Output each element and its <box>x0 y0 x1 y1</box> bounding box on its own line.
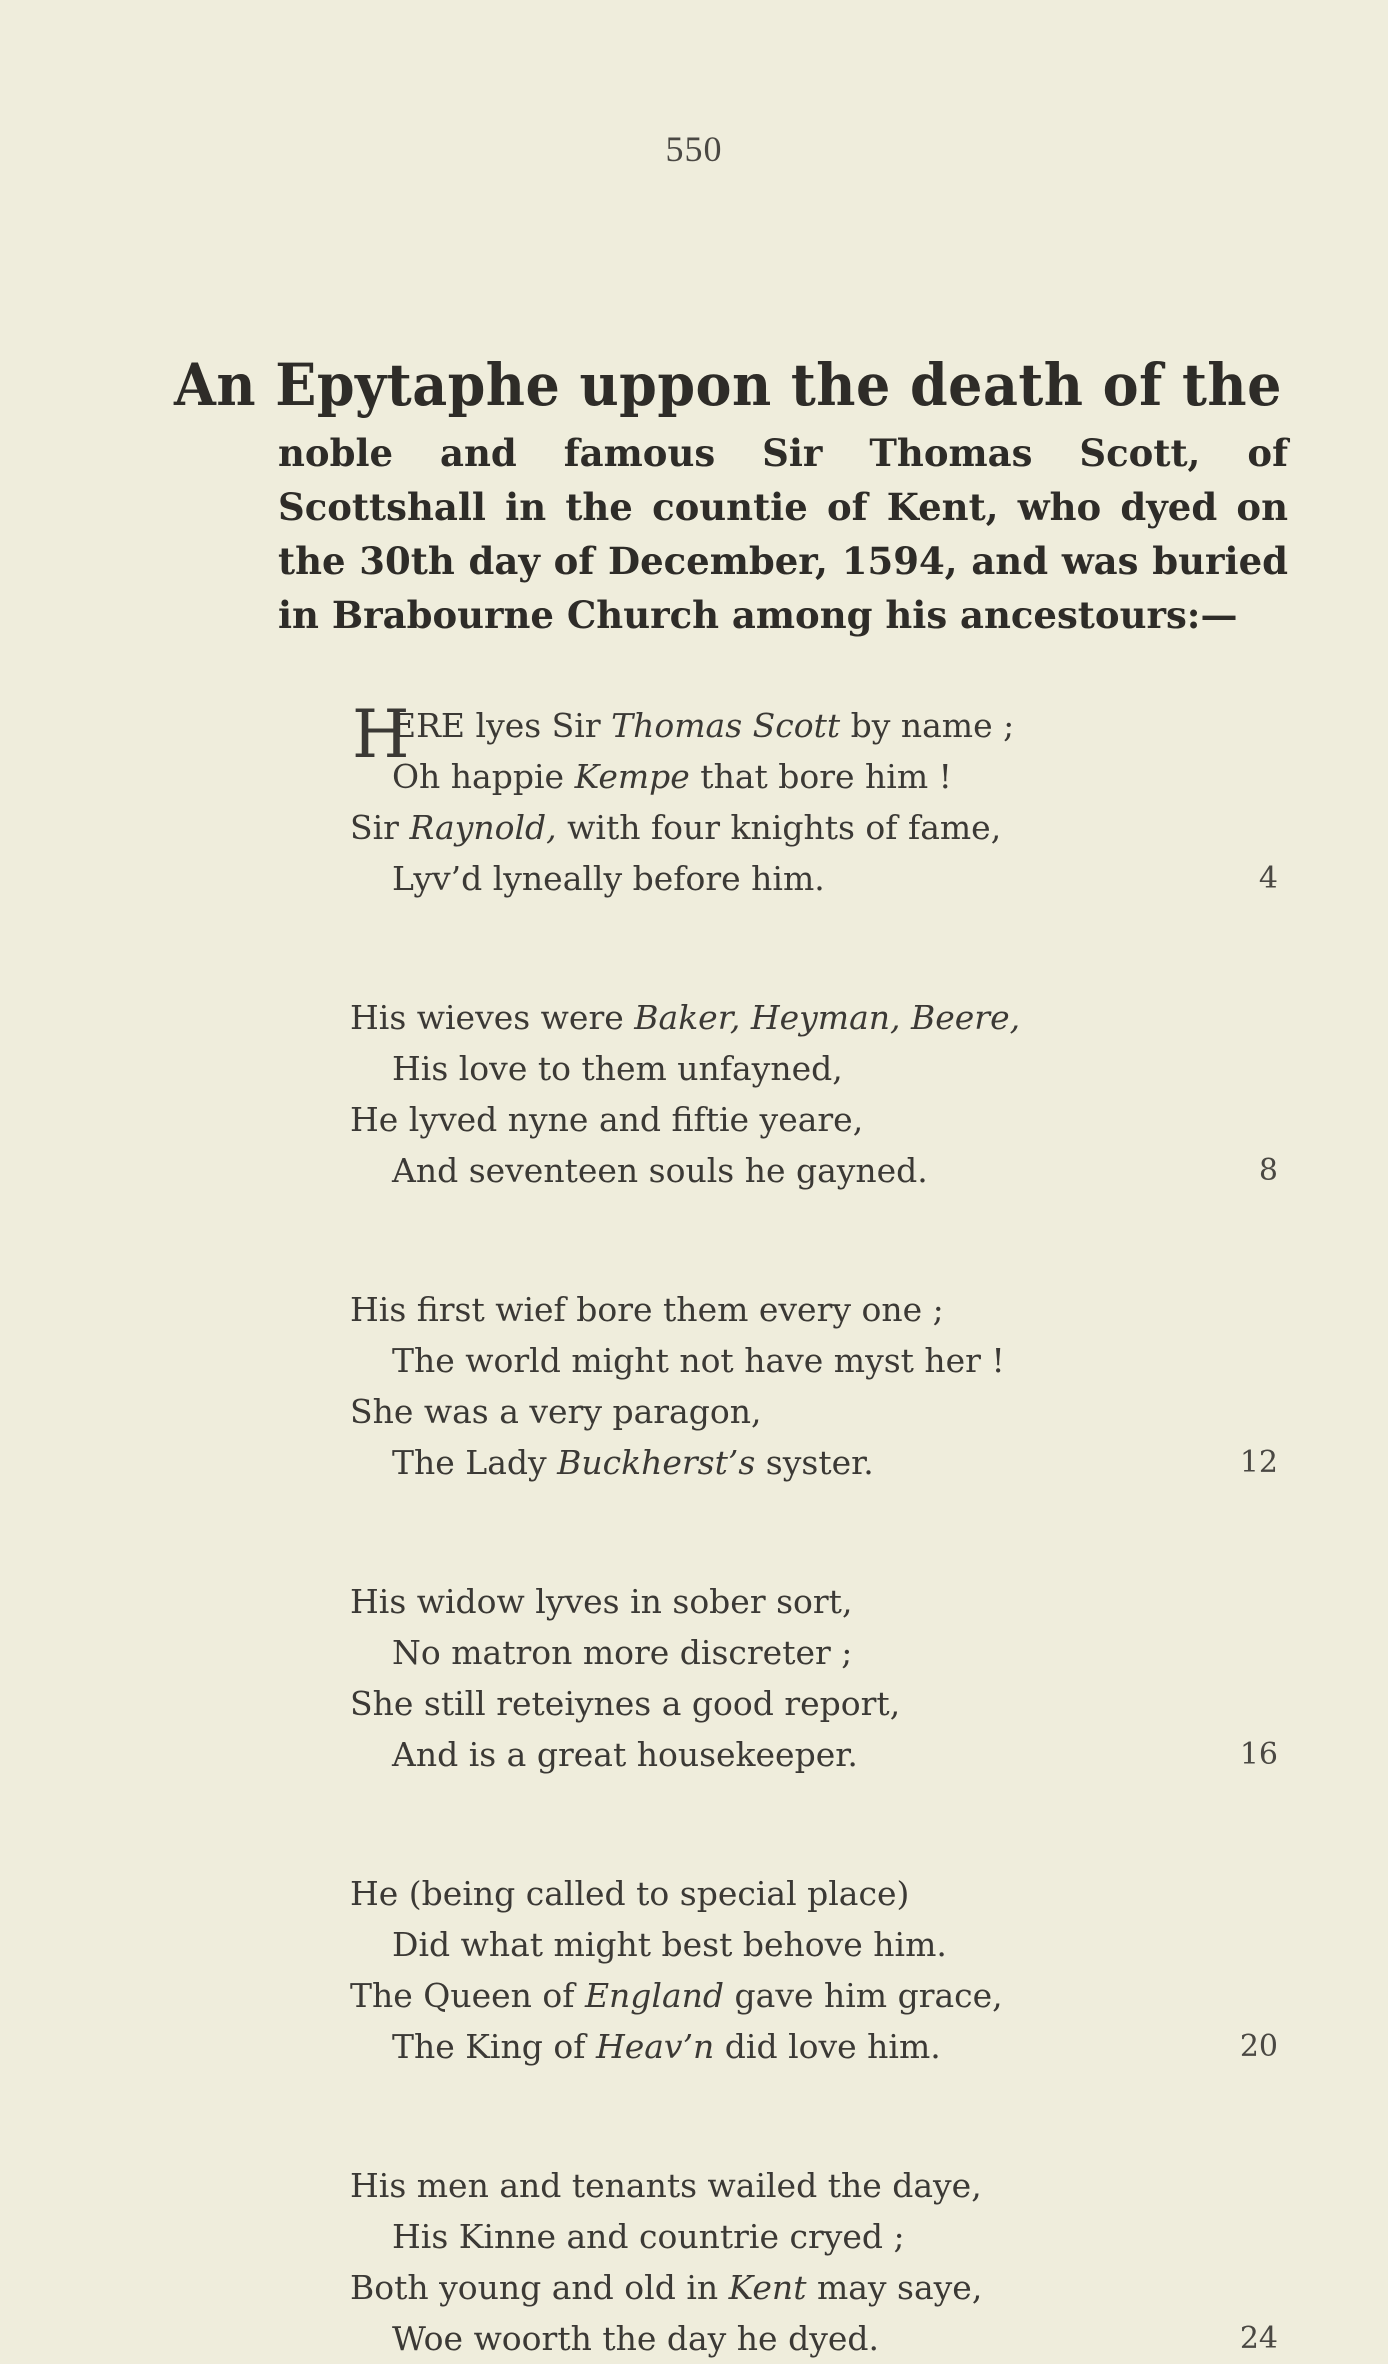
stanza <box>0 2160 1388 2364</box>
poem-line-text: His first wief bore them every one ; <box>350 1290 944 1329</box>
poem-line <box>0 2160 1388 2211</box>
poem-line-text: Did what might best behove him. <box>392 1925 947 1964</box>
poem-line-text: Lyv’d lyneally before him. <box>392 859 825 898</box>
poem-line-text: Oh happie Kempe that bore him ! <box>392 757 952 796</box>
stanza <box>0 1868 1388 2072</box>
poem-line <box>0 1437 1388 1488</box>
poem-line <box>0 2021 1388 2072</box>
poem-line-text: She was a very paragon, <box>350 1392 762 1431</box>
poem-line <box>0 1729 1388 1780</box>
poem-line <box>0 1678 1388 1729</box>
line-number: 8 <box>1258 1153 1278 1188</box>
poem-line <box>0 1284 1388 1335</box>
poem-line <box>0 2313 1388 2364</box>
poem-line <box>0 1094 1388 1145</box>
poem-line <box>0 1386 1388 1437</box>
poem-line-text: He lyved nyne and fiftie yeare, <box>350 1100 864 1139</box>
stanza-gap <box>0 1196 1388 1284</box>
poem-line <box>0 1970 1388 2021</box>
poem-line-text: And seventeen souls he gayned. <box>392 1151 928 1190</box>
poem-line-text: His men and tenants wailed the daye, <box>350 2166 982 2205</box>
poem-line-text: Sir Raynold, with four knights of fame, <box>350 808 1002 847</box>
poem-line-text: The Queen of England gave him grace, <box>350 1976 1003 2015</box>
poem-line <box>0 1868 1388 1919</box>
poem-line <box>0 2211 1388 2262</box>
poem-line-text: He (being called to special place) <box>350 1874 910 1913</box>
poem-line <box>0 696 1388 773</box>
drop-initial: H <box>352 696 410 773</box>
poem-line-text: Woe woorth the day he dyed. <box>392 2319 879 2358</box>
stanza <box>0 696 1388 904</box>
poem-line-text: His wieves were Baker, Heyman, Beere, <box>350 998 1021 1037</box>
poem-line <box>0 751 1388 802</box>
stanza <box>0 992 1388 1196</box>
poem <box>0 696 1388 2364</box>
poem-line <box>0 992 1388 1043</box>
poem-line <box>0 1919 1388 1970</box>
line-number: 20 <box>1239 2029 1278 2064</box>
poem-line-text: The Lady Buckherst’s syster. <box>392 1443 874 1482</box>
poem-line-text: His love to them unfayned, <box>392 1049 843 1088</box>
poem-line <box>0 1627 1388 1678</box>
heading-first-line: An Epytaphe uppon the death of the <box>174 351 1282 419</box>
stanza <box>0 1576 1388 1780</box>
line-number: 4 <box>1258 861 1278 896</box>
stanza <box>0 1284 1388 1488</box>
poem-line-text: The King of Heav’n did love him. <box>392 2027 941 2066</box>
line-number: 16 <box>1239 1737 1278 1772</box>
poem-line <box>0 1043 1388 1094</box>
poem-line <box>0 1335 1388 1386</box>
stanza-gap <box>0 904 1388 992</box>
poem-line-text: ERE lyes Sir Thomas Scott by name ; <box>392 706 1015 745</box>
poem-line-text: And is a great housekeeper. <box>392 1735 858 1774</box>
poem-line <box>0 802 1388 853</box>
poem-line <box>0 1576 1388 1627</box>
stanza-gap <box>0 1488 1388 1576</box>
stanza-gap <box>0 2072 1388 2160</box>
poem-line <box>0 853 1388 904</box>
poem-line-text: She still reteiynes a good report, <box>350 1684 901 1723</box>
heading-continuation: noble and famous Sir Thomas Scott, of Scottshall in the countie of Kent, who dyed on the 30th day of December, 1594, and was buried in Brabourne Church among his ancestours:— <box>278 431 1288 637</box>
poem-line-text: His widow lyves in sober sort, <box>350 1582 853 1621</box>
poem-line-text: No matron more discreter ; <box>392 1633 853 1672</box>
poem-line-text: Both young and old in Kent may saye, <box>350 2268 983 2307</box>
stanza-gap <box>0 1780 1388 1868</box>
line-number: 24 <box>1239 2321 1278 2356</box>
poem-line <box>0 1145 1388 1196</box>
poem-line-text: His Kinne and countrie cryed ; <box>392 2217 905 2256</box>
poem-line-text: The world might not have myst her ! <box>392 1341 1005 1380</box>
poem-line <box>0 2262 1388 2313</box>
epitaph-heading <box>174 350 1294 642</box>
page-number: 550 <box>665 129 723 169</box>
line-number: 12 <box>1239 1445 1278 1480</box>
